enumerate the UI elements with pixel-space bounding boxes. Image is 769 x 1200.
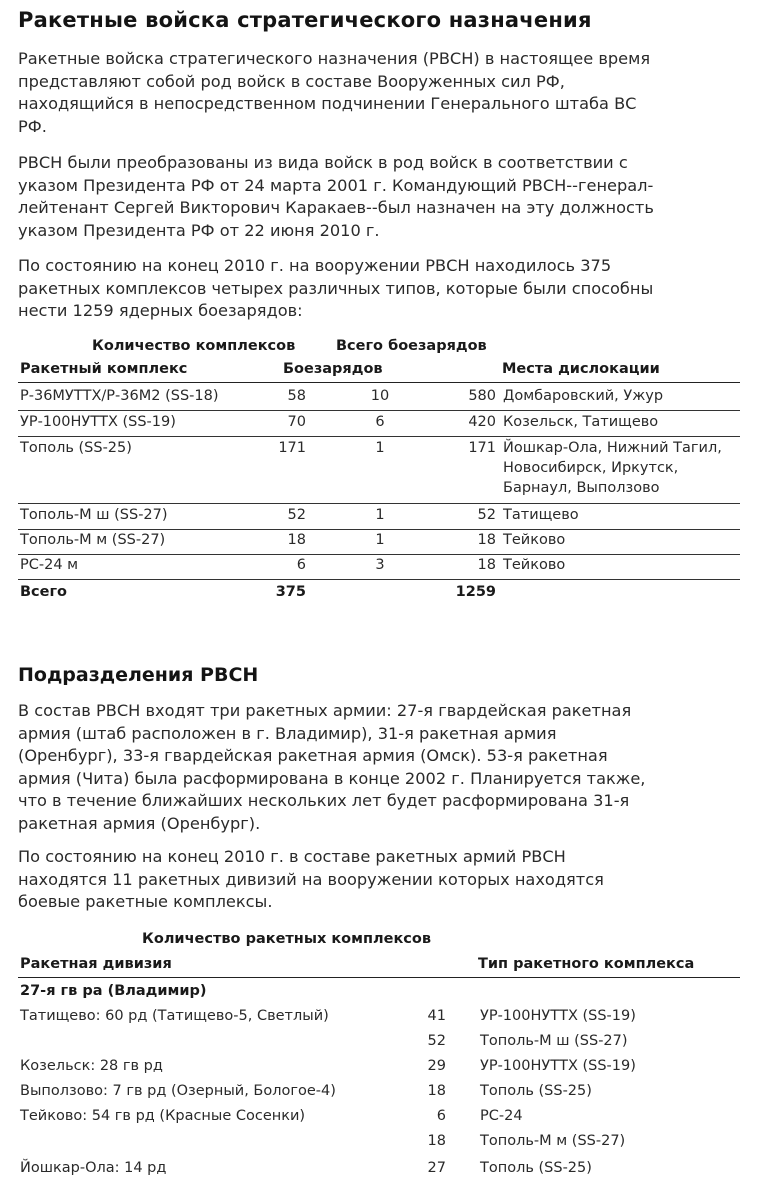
table-cell-location: Новосибирск, Иркутск, [503, 460, 679, 476]
table-cell-complex: РС-24 м [20, 557, 79, 573]
table-cell-type: Тополь-М ш (SS-27) [480, 1033, 628, 1049]
text-line: что в течение ближайших нескольких лет будет расформирована 31-я [18, 791, 630, 810]
table-cell-count: 171 [278, 440, 306, 456]
row-divider [18, 554, 740, 555]
table-cell-complex: Тополь-М ш (SS-27) [20, 507, 168, 523]
table-cell-division: Выползово: 7 гв рд (Озерный, Бологое-4) [20, 1083, 336, 1099]
table-cell-count: 6 [436, 1108, 446, 1124]
table-cell-complex: Тополь-М м (SS-27) [20, 532, 166, 548]
army-group-heading: 27-я гв ра (Владимир) [20, 983, 207, 999]
table-cell-division: Тейково: 54 гв рд (Красные Сосенки) [20, 1108, 306, 1124]
section-title-units: Подразделения РВСН [18, 664, 259, 686]
table-cell-division: Козельск: 28 гв рд [20, 1058, 163, 1074]
table-cell-division: Татищево: 60 рд (Татищево-5, Светлый) [20, 1008, 329, 1024]
text-line: нести 1259 ядерных боезарядов: [18, 301, 303, 320]
text-line: Ракетные войска стратегического назначения (РВСН) в настоящее время [18, 49, 651, 68]
header-total-warheads: Всего боезарядов [336, 338, 487, 354]
table-cell-count: 70 [287, 414, 306, 430]
text-line: представляют собой род войск в составе Вооруженных сил РФ, [18, 71, 565, 91]
header-division: Ракетная дивизия [20, 956, 172, 972]
paragraph-intro [18, 48, 758, 138]
table-cell-type: Тополь-М м (SS-27) [480, 1133, 626, 1149]
header-count-complexes: Количество комплексов [92, 338, 296, 354]
row-divider [18, 529, 740, 530]
table-cell-type: Тополь (SS-25) [480, 1160, 592, 1176]
table-cell-complex: Тополь (SS-25) [20, 440, 132, 456]
table-cell-count: 58 [287, 388, 306, 404]
text-line: ракетная армия (Оренбург). [18, 813, 261, 833]
text-line: армия (Чита) была расформирована в конце 2002 г. Планируется также, [18, 768, 646, 788]
row-divider [18, 579, 740, 580]
paragraph-divisions [18, 846, 758, 914]
paragraph-armies [18, 700, 758, 835]
table-cell-location: Татищево [503, 507, 579, 523]
table-cell-location: Барнаул, Выползово [503, 480, 660, 496]
table-total-label: Всего [20, 584, 68, 600]
table-cell-location: Тейково [503, 557, 566, 573]
table-cell-complex: Р-36МУТТХ/Р-36М2 (SS-18) [20, 388, 219, 404]
table-cell-location: Козельск, Татищево [503, 414, 659, 430]
table-cell-total: 18 [477, 532, 496, 548]
text-line: указом Президента РФ от 22 июня 2010 г. [18, 220, 380, 240]
text-line: По состоянию на конец 2010 г. на вооружении РВСН находилось 375 [18, 256, 612, 275]
table-cell-total: 18 [477, 557, 496, 573]
text-line: ракетных комплексов четырех различных типов, которые были способны [18, 278, 654, 298]
table-cell-total: 171 [468, 440, 496, 456]
table-cell-count: 18 [427, 1083, 446, 1099]
table-cell-count: 29 [427, 1058, 446, 1074]
paragraph-reorganization [18, 152, 758, 242]
text-line: указом Президента РФ от 24 марта 2001 г. Командующий РВСН--генерал- [18, 175, 654, 195]
header-complex-type: Тип ракетного комплекса [478, 956, 695, 972]
table-cell-count: 18 [427, 1133, 446, 1149]
row-divider [18, 503, 740, 504]
text-line: По состоянию на конец 2010 г. в составе ракетных армий РВСН [18, 847, 566, 866]
table-cell-count: 18 [287, 532, 306, 548]
table-cell-total: 52 [477, 507, 496, 523]
table-total-count: 375 [275, 584, 306, 600]
table-header-rule [18, 382, 740, 383]
text-line: боевые ракетные комплексы. [18, 892, 273, 911]
header-locations: Места дислокации [502, 361, 660, 377]
table-cell-warheads: 1 [375, 440, 385, 456]
text-line: (Оренбург), 33-я гвардейская ракетная армия (Омск). 53-я ракетная [18, 746, 608, 765]
text-line: находятся 11 ракетных дивизий на вооружении которых находятся [18, 869, 604, 889]
table-cell-type: УР-100НУТТХ (SS-19) [480, 1008, 636, 1024]
table-cell-warheads: 3 [375, 557, 385, 573]
text-line: находящийся в непосредственном подчинении Генерального штаба ВС [18, 94, 637, 113]
text-line: лейтенант Сергей Викторович Каракаев--был назначен на эту должность [18, 198, 654, 217]
table-cell-location: Йошкар-Ола, Нижний Тагил, [503, 440, 722, 456]
table-cell-division: Йошкар-Ола: 14 рд [20, 1160, 167, 1176]
table-cell-count: 41 [427, 1008, 446, 1024]
text-line: армия (штаб расположен в г. Владимир), 31-я ракетная армия [18, 723, 557, 743]
table-cell-type: Тополь (SS-25) [480, 1083, 592, 1099]
table-cell-warheads: 10 [370, 388, 390, 404]
table-cell-total: 420 [468, 414, 496, 430]
table-cell-type: РС-24 [480, 1108, 523, 1124]
paragraph-arsenal [18, 255, 758, 323]
table-cell-count: 52 [287, 507, 306, 523]
table-cell-location: Домбаровский, Ужур [503, 388, 664, 404]
row-divider [18, 436, 740, 437]
text-line: В состав РВСН входят три ракетных армии: 27-я гвардейская ракетная [18, 701, 632, 720]
table-cell-count: 27 [427, 1160, 446, 1176]
text-line: РВСН были преобразованы из вида войск в род войск в соответствии с [18, 153, 628, 172]
header-count-complexes: Количество ракетных комплексов [142, 931, 432, 947]
table-cell-total: 580 [468, 388, 496, 404]
header-complex: Ракетный комплекс [20, 361, 188, 377]
header-warheads: Боезарядов [283, 361, 383, 377]
table-cell-warheads: 6 [375, 414, 385, 430]
table-cell-count: 52 [427, 1033, 446, 1049]
table-cell-warheads: 1 [375, 507, 385, 523]
section-title-rvsn: Ракетные войска стратегического назначения [18, 8, 592, 32]
table-cell-warheads: 1 [375, 532, 385, 548]
text-line: РФ. [18, 116, 47, 136]
row-divider [18, 410, 740, 411]
table-cell-type: УР-100НУТТХ (SS-19) [480, 1058, 636, 1074]
table-header-rule [18, 977, 740, 978]
table-cell-complex: УР-100НУТТХ (SS-19) [20, 414, 176, 430]
table-cell-count: 6 [296, 557, 306, 573]
table-total-warheads: 1259 [455, 584, 496, 600]
table-cell-location: Тейково [503, 532, 566, 548]
